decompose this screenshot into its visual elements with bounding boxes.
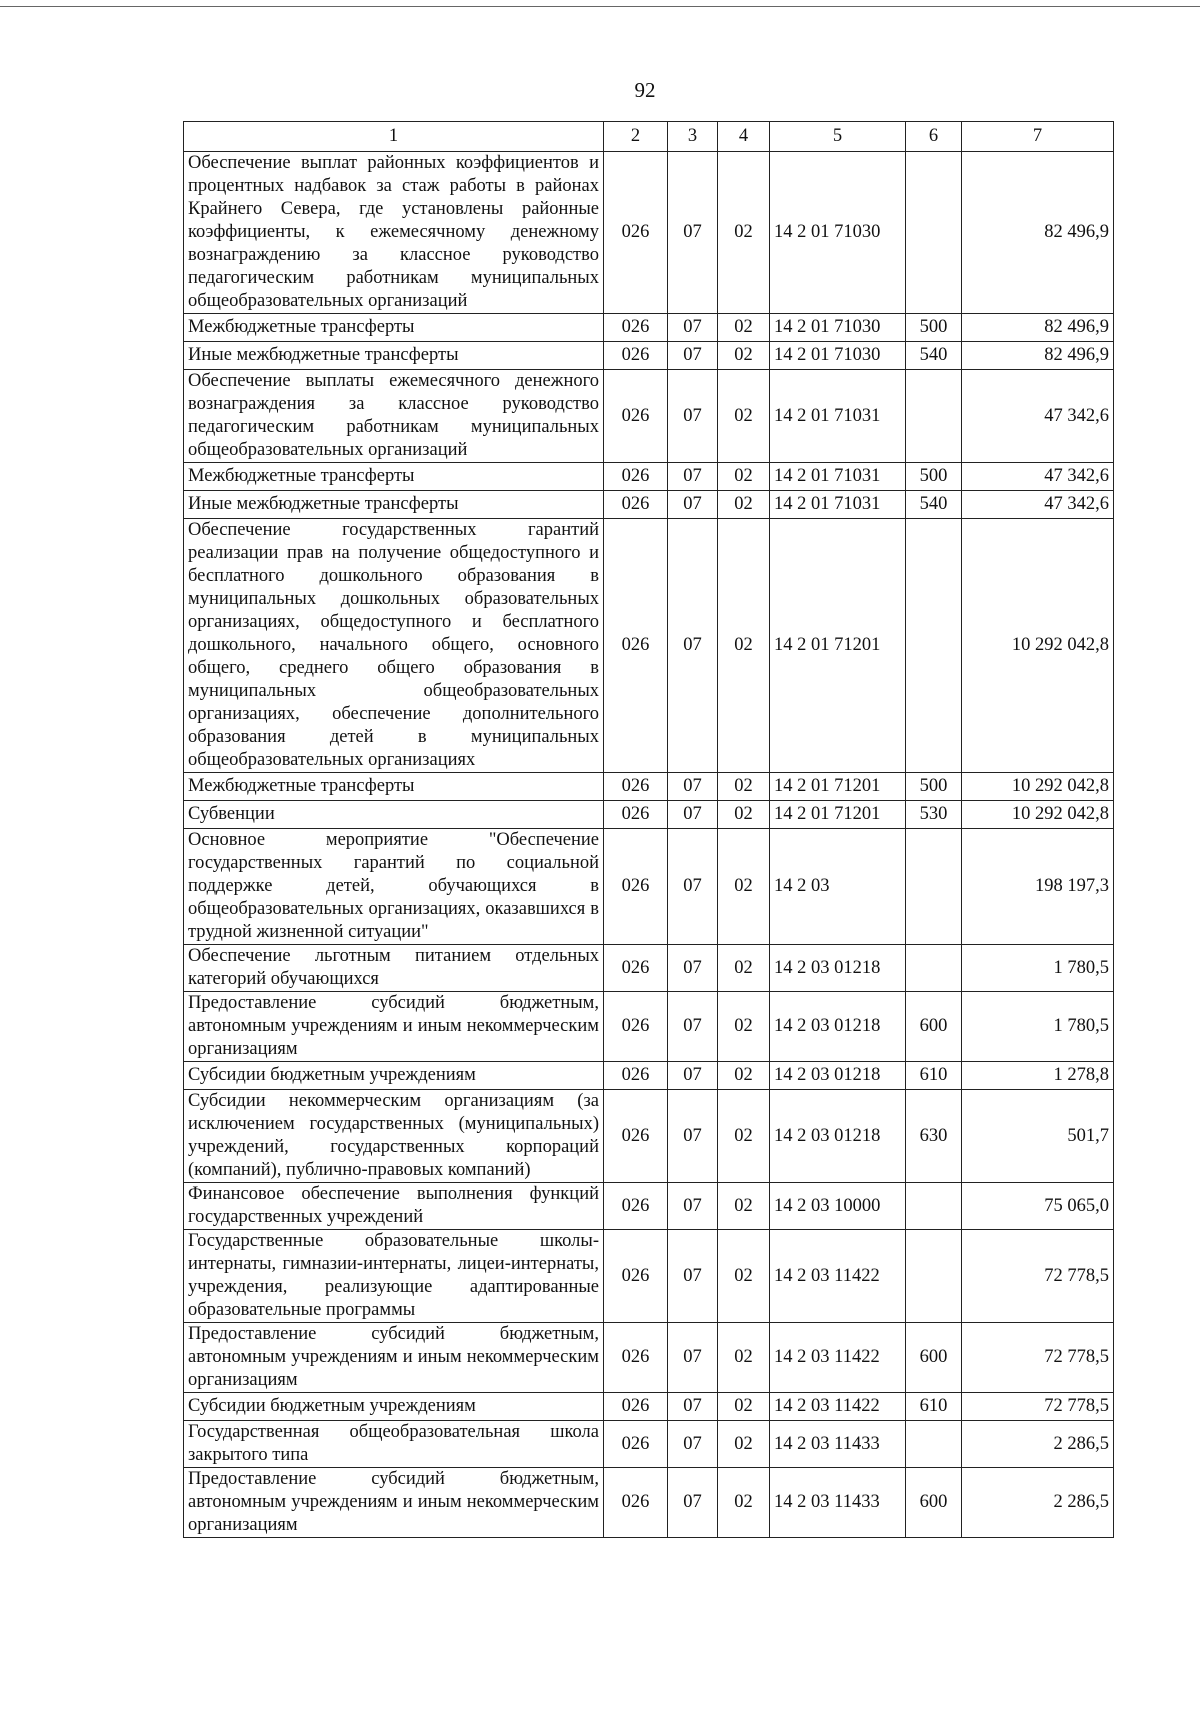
admin-code-cell: 026 [604,801,668,829]
amount-cell: 1 780,5 [962,945,1114,992]
section-cell: 07 [668,992,718,1062]
target-article-cell: 14 2 01 71030 [770,342,906,370]
column-header: 4 [718,122,770,152]
target-article-cell: 14 2 01 71031 [770,463,906,491]
section-cell: 07 [668,1421,718,1468]
row-name-cell: Межбюджетные трансферты [184,463,604,491]
admin-code-cell: 026 [604,945,668,992]
row-name-cell: Субсидии некоммерческим организациям (за исключением государственных (муниципальных) учреждений, государственных корпораций (компаний), публично-правовых компаний) [184,1090,604,1183]
amount-cell: 82 496,9 [962,342,1114,370]
expense-type-cell: 610 [906,1393,962,1421]
subsection-cell: 02 [718,370,770,463]
expense-type-cell: 600 [906,992,962,1062]
admin-code-cell: 026 [604,463,668,491]
subsection-cell: 02 [718,1421,770,1468]
table-row [184,992,1114,1062]
target-article-cell: 14 2 01 71201 [770,773,906,801]
section-cell: 07 [668,773,718,801]
subsection-cell: 02 [718,342,770,370]
row-name-cell: Иные межбюджетные трансферты [184,491,604,519]
table-row [184,463,1114,491]
amount-cell: 82 496,9 [962,152,1114,314]
subsection-cell: 02 [718,1393,770,1421]
section-cell: 07 [668,491,718,519]
amount-cell: 72 778,5 [962,1393,1114,1421]
subsection-cell: 02 [718,1062,770,1090]
row-name-cell: Обеспечение выплат районных коэффициентов и процентных надбавок за стаж работы в районах Крайнего Севера, где установлены районные коэффициенты, к ежемесячному денежному вознаграждению за классное руководство педагогическим работникам муниципальных общеобразовательных организаций [184,152,604,314]
admin-code-cell: 026 [604,773,668,801]
column-header: 1 [184,122,604,152]
expense-type-cell: 500 [906,314,962,342]
admin-code-cell: 026 [604,1090,668,1183]
section-cell: 07 [668,1062,718,1090]
expense-type-cell [906,1183,962,1230]
target-article-cell: 14 2 01 71201 [770,519,906,773]
expense-type-cell: 530 [906,801,962,829]
row-name-cell: Государственные образовательные школы-интернаты, гимназии-интернаты, лицеи-интернаты, учреждения, реализующие адаптированные образовательные программы [184,1230,604,1323]
target-article-cell: 14 2 03 11422 [770,1393,906,1421]
column-header: 7 [962,122,1114,152]
amount-cell: 82 496,9 [962,314,1114,342]
table-row [184,1090,1114,1183]
target-article-cell: 14 2 01 71031 [770,370,906,463]
admin-code-cell: 026 [604,1230,668,1323]
table-row [184,773,1114,801]
expense-type-cell: 540 [906,342,962,370]
amount-cell: 10 292 042,8 [962,519,1114,773]
section-cell: 07 [668,945,718,992]
amount-cell: 2 286,5 [962,1421,1114,1468]
row-name-cell: Предоставление субсидий бюджетным, автономным учреждениям и иным некоммерческим организациям [184,1468,604,1538]
amount-cell: 75 065,0 [962,1183,1114,1230]
expense-type-cell [906,370,962,463]
admin-code-cell: 026 [604,152,668,314]
admin-code-cell: 026 [604,1183,668,1230]
section-cell: 07 [668,1323,718,1393]
admin-code-cell: 026 [604,1421,668,1468]
target-article-cell: 14 2 03 11433 [770,1421,906,1468]
subsection-cell: 02 [718,992,770,1062]
amount-cell: 72 778,5 [962,1323,1114,1393]
section-cell: 07 [668,519,718,773]
table-row [184,1323,1114,1393]
row-name-cell: Финансовое обеспечение выполнения функций государственных учреждений [184,1183,604,1230]
subsection-cell: 02 [718,314,770,342]
column-header: 2 [604,122,668,152]
table-row [184,1062,1114,1090]
subsection-cell: 02 [718,1183,770,1230]
budget-table [183,121,1114,1538]
amount-cell: 1 780,5 [962,992,1114,1062]
table-row [184,1468,1114,1538]
amount-cell: 10 292 042,8 [962,801,1114,829]
expense-type-cell [906,945,962,992]
target-article-cell: 14 2 03 [770,829,906,945]
row-name-cell: Обеспечение государственных гарантий реализации прав на получение общедоступного и бесплатного дошкольного образования в муниципальных дошкольных образовательных организациях, общедоступного и бесплатного дошкольного, начального общего, основного общего, среднего общего образования в муниципальных общеобразовательных организациях, обеспечение дополнительного образования детей в муниципальных общеобразовательных организациях [184,519,604,773]
target-article-cell: 14 2 01 71030 [770,152,906,314]
target-article-cell: 14 2 03 01218 [770,1062,906,1090]
amount-cell: 10 292 042,8 [962,773,1114,801]
column-header: 6 [906,122,962,152]
row-name-cell: Субсидии бюджетным учреждениям [184,1393,604,1421]
target-article-cell: 14 2 03 11422 [770,1230,906,1323]
subsection-cell: 02 [718,945,770,992]
amount-cell: 47 342,6 [962,463,1114,491]
table-row [184,1393,1114,1421]
section-cell: 07 [668,1468,718,1538]
section-cell: 07 [668,152,718,314]
subsection-cell: 02 [718,491,770,519]
section-cell: 07 [668,1090,718,1183]
admin-code-cell: 026 [604,370,668,463]
expense-type-cell: 630 [906,1090,962,1183]
expense-type-cell: 600 [906,1468,962,1538]
row-name-cell: Межбюджетные трансферты [184,773,604,801]
amount-cell: 47 342,6 [962,491,1114,519]
row-name-cell: Государственная общеобразовательная школа закрытого типа [184,1421,604,1468]
table-row [184,519,1114,773]
admin-code-cell: 026 [604,1323,668,1393]
subsection-cell: 02 [718,1090,770,1183]
table-row [184,152,1114,314]
row-name-cell: Обеспечение льготным питанием отдельных категорий обучающихся [184,945,604,992]
table-row [184,1230,1114,1323]
target-article-cell: 14 2 03 10000 [770,1183,906,1230]
section-cell: 07 [668,314,718,342]
admin-code-cell: 026 [604,491,668,519]
page-top-rule [0,6,1200,7]
section-cell: 07 [668,1393,718,1421]
target-article-cell: 14 2 03 11422 [770,1323,906,1393]
table-row [184,945,1114,992]
subsection-cell: 02 [718,829,770,945]
admin-code-cell: 026 [604,829,668,945]
row-name-cell: Межбюджетные трансферты [184,314,604,342]
subsection-cell: 02 [718,1468,770,1538]
target-article-cell: 14 2 01 71201 [770,801,906,829]
column-header: 3 [668,122,718,152]
table-row [184,314,1114,342]
section-cell: 07 [668,1230,718,1323]
expense-type-cell: 500 [906,773,962,801]
amount-cell: 2 286,5 [962,1468,1114,1538]
table-row [184,801,1114,829]
section-cell: 07 [668,370,718,463]
target-article-cell: 14 2 03 01218 [770,992,906,1062]
amount-cell: 1 278,8 [962,1062,1114,1090]
expense-type-cell: 500 [906,463,962,491]
column-header: 5 [770,122,906,152]
row-name-cell: Предоставление субсидий бюджетным, автономным учреждениям и иным некоммерческим организациям [184,992,604,1062]
table-row [184,342,1114,370]
admin-code-cell: 026 [604,992,668,1062]
section-cell: 07 [668,463,718,491]
subsection-cell: 02 [718,463,770,491]
subsection-cell: 02 [718,801,770,829]
row-name-cell: Предоставление субсидий бюджетным, автономным учреждениям и иным некоммерческим организациям [184,1323,604,1393]
table-header-row [184,122,1114,152]
admin-code-cell: 026 [604,342,668,370]
subsection-cell: 02 [718,773,770,801]
row-name-cell: Субвенции [184,801,604,829]
subsection-cell: 02 [718,519,770,773]
expense-type-cell: 600 [906,1323,962,1393]
amount-cell: 47 342,6 [962,370,1114,463]
row-name-cell: Обеспечение выплаты ежемесячного денежного вознаграждения за классное руководство педагогическим работникам муниципальных общеобразовательных организаций [184,370,604,463]
section-cell: 07 [668,1183,718,1230]
target-article-cell: 14 2 03 01218 [770,945,906,992]
subsection-cell: 02 [718,1323,770,1393]
expense-type-cell: 610 [906,1062,962,1090]
admin-code-cell: 026 [604,1062,668,1090]
row-name-cell: Иные межбюджетные трансферты [184,342,604,370]
amount-cell: 501,7 [962,1090,1114,1183]
target-article-cell: 14 2 03 01218 [770,1090,906,1183]
expense-type-cell [906,519,962,773]
admin-code-cell: 026 [604,314,668,342]
row-name-cell: Основное мероприятие "Обеспечение государственных гарантий по социальной поддержке детей, обучающихся в общеобразовательных организациях, оказавшихся в трудной жизненной ситуации" [184,829,604,945]
target-article-cell: 14 2 01 71031 [770,491,906,519]
expense-type-cell [906,1421,962,1468]
section-cell: 07 [668,829,718,945]
subsection-cell: 02 [718,152,770,314]
admin-code-cell: 026 [604,1393,668,1421]
expense-type-cell [906,152,962,314]
subsection-cell: 02 [718,1230,770,1323]
table-row [184,1183,1114,1230]
table-row [184,1421,1114,1468]
admin-code-cell: 026 [604,1468,668,1538]
admin-code-cell: 026 [604,519,668,773]
table-row [184,829,1114,945]
expense-type-cell: 540 [906,491,962,519]
target-article-cell: 14 2 01 71030 [770,314,906,342]
section-cell: 07 [668,801,718,829]
amount-cell: 198 197,3 [962,829,1114,945]
table-row [184,370,1114,463]
expense-type-cell [906,829,962,945]
table-body [184,152,1114,1538]
amount-cell: 72 778,5 [962,1230,1114,1323]
table-row [184,491,1114,519]
page-number: 92 [634,78,656,102]
expense-type-cell [906,1230,962,1323]
target-article-cell: 14 2 03 11433 [770,1468,906,1538]
section-cell: 07 [668,342,718,370]
row-name-cell: Субсидии бюджетным учреждениям [184,1062,604,1090]
